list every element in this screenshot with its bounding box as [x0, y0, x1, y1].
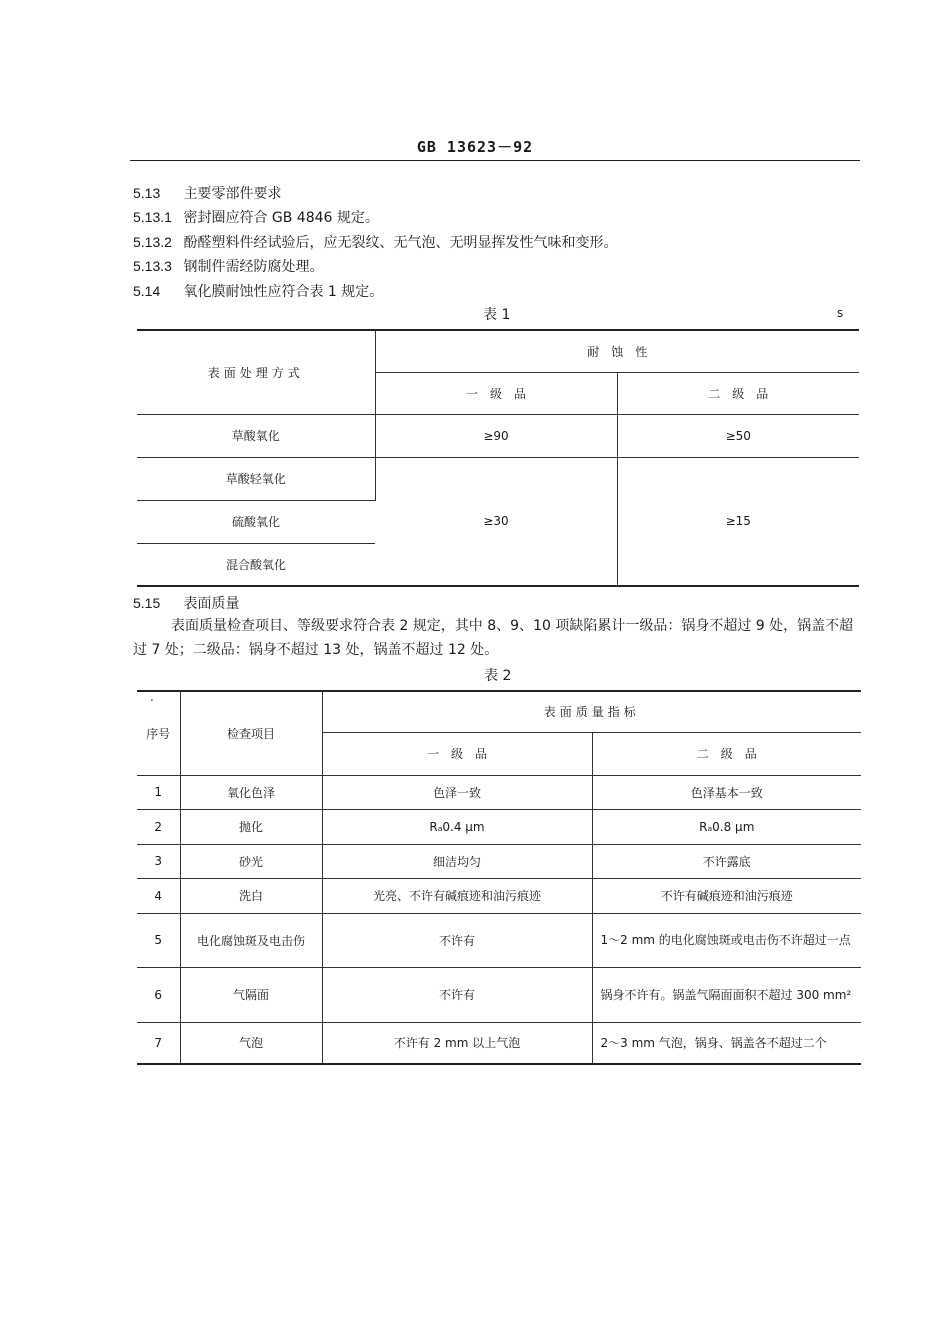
grade2-cell: 锅身不许有。锅盖气隔面面积不超过 300 mm² — [592, 967, 861, 1022]
table-header-grade2: 二 级 品 — [592, 732, 861, 775]
seq-cell: 6 — [137, 967, 180, 1022]
section-number: 5.13.2 — [133, 234, 172, 250]
method-cell: 混合酸氧化 — [137, 543, 375, 586]
method-cell: 草酸轻氧化 — [137, 457, 375, 500]
seq-cell: 2 — [137, 809, 180, 844]
table2-caption: 表 2 — [484, 668, 512, 684]
grade1-cell: 不许有 — [322, 967, 592, 1022]
grade2-value: ≥50 — [617, 414, 859, 457]
seq-cell: 1 — [137, 775, 180, 809]
grade1-value: ≥90 — [375, 414, 617, 457]
grade1-cell: 不许有 2 mm 以上气泡 — [322, 1022, 592, 1064]
grade1-cell: Rₐ0.4 μm — [322, 809, 592, 844]
table1-unit: s — [837, 306, 844, 320]
grade2-cell: 色泽基本一致 — [592, 775, 861, 809]
item-cell: 电化腐蚀斑及电击伤 — [180, 913, 322, 967]
table-row — [137, 809, 861, 844]
section-5-14 — [133, 281, 383, 301]
table-row — [137, 844, 861, 878]
grade2-cell: 2～3 mm 气泡，锅身、锅盖各不超过二个 — [592, 1022, 861, 1064]
table-row — [137, 457, 859, 500]
item-cell: 砂光 — [180, 844, 322, 878]
table-row — [137, 775, 861, 809]
table-header-grade1: 一 级 品 — [322, 732, 592, 775]
grade2-cell: 1～2 mm 的电化腐蚀斑或电击伤不许超过一点 — [592, 913, 861, 967]
section-text: 钢制件需经防腐处理。 — [183, 259, 324, 275]
section-number: 5.13 — [133, 185, 161, 201]
method-cell: 硫酸氧化 — [137, 500, 375, 543]
corrosion-resistance-table — [137, 329, 859, 587]
grade1-cell: 光亮、不许有碱痕迹和油污痕迹 — [322, 878, 592, 913]
standard-header: GB 13623－92 — [416, 138, 534, 156]
table-header-grade2: 二 级 品 — [617, 372, 859, 414]
seq-cell: 5 — [137, 913, 180, 967]
section-5-13-3 — [133, 256, 323, 276]
surface-quality-paragraph: 表面质量检查项目、等级要求符合表 2 规定，其中 8、9、10 项缺陷累计一级品：锅身不超过 9 处，锅盖不超过 7 处；二级品：锅身不超过 13 处，锅盖不超过 12 处。 — [133, 618, 854, 658]
grade1-cell: 细洁均匀 — [322, 844, 592, 878]
table-header-seq: 序号 — [137, 691, 180, 775]
section-text: 氧化膜耐蚀性应符合表 1 规定。 — [183, 284, 384, 300]
table-header-grade1: 一 级 品 — [375, 372, 617, 414]
section-text: 主要零部件要求 — [183, 186, 282, 202]
table-header-item: 检查项目 — [180, 691, 322, 775]
section-5-15 — [133, 593, 239, 613]
seq-cell: 3 — [137, 844, 180, 878]
section-5-13-2 — [133, 232, 617, 252]
section-5-13 — [133, 183, 281, 203]
method-cell: 草酸氧化 — [137, 414, 375, 457]
table-row — [137, 878, 861, 913]
section-text: 酚醛塑料件经试验后，应无裂纹、无气泡、无明显挥发性气味和变形。 — [183, 235, 618, 251]
grade1-cell: 不许有 — [322, 913, 592, 967]
table-row — [137, 414, 859, 457]
item-cell: 气泡 — [180, 1022, 322, 1064]
section-number: 5.13.1 — [133, 209, 172, 225]
table1-caption: 表 1 — [483, 307, 511, 323]
grade2-cell: 不许露底 — [592, 844, 861, 878]
grade2-cell: 不许有碱痕迹和油污痕迹 — [592, 878, 861, 913]
table-header-corrosion: 耐 蚀 性 — [375, 330, 859, 372]
header-rule — [130, 160, 860, 161]
grade2-cell: Rₐ0.8 μm — [592, 809, 861, 844]
grade1-value: ≥30 — [375, 457, 617, 586]
table-header-quality-index: 表面质量指标 — [322, 691, 861, 732]
seq-cell: 7 — [137, 1022, 180, 1064]
scan-dot: . — [150, 690, 154, 704]
section-5-13-1 — [133, 207, 379, 227]
grade1-cell: 色泽一致 — [322, 775, 592, 809]
section-number: 5.14 — [133, 283, 161, 299]
item-cell: 抛化 — [180, 809, 322, 844]
section-number: 5.13.3 — [133, 258, 172, 274]
table-header-method: 表面处理方式 — [137, 330, 375, 414]
surface-quality-table — [137, 690, 861, 1065]
section-text: 密封圈应符合 GB 4846 规定。 — [183, 210, 379, 226]
table-row — [137, 1022, 861, 1064]
item-cell: 氧化色泽 — [180, 775, 322, 809]
section-number: 5.15 — [133, 595, 161, 611]
item-cell: 气隔面 — [180, 967, 322, 1022]
seq-cell: 4 — [137, 878, 180, 913]
item-cell: 洗白 — [180, 878, 322, 913]
grade2-value: ≥15 — [617, 457, 859, 586]
table-row — [137, 967, 861, 1022]
section-title: 表面质量 — [183, 596, 240, 612]
table-row — [137, 913, 861, 967]
